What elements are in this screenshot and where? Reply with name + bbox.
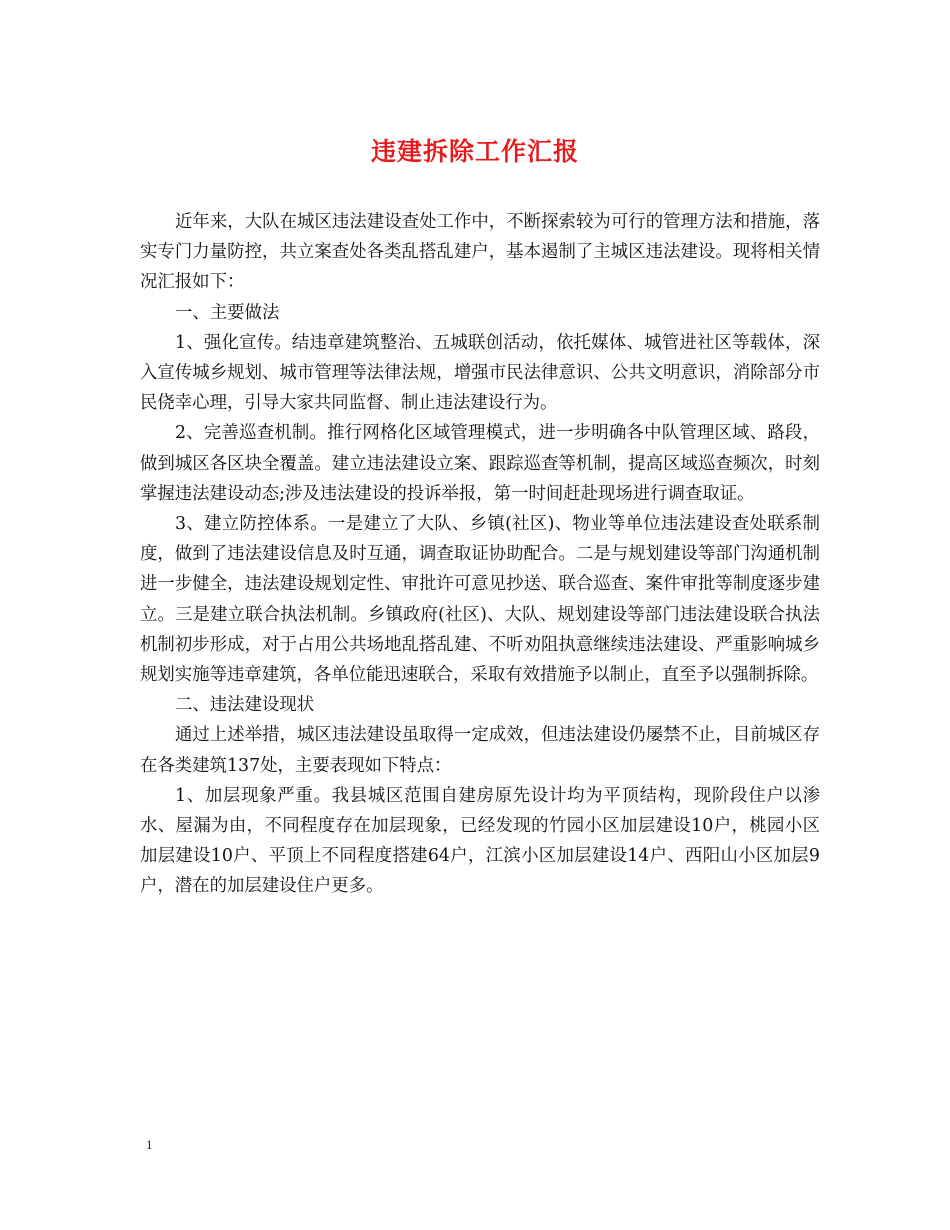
section-heading-main-methods: 一、主要做法 [175, 302, 280, 323]
intro-paragraph: 近年来，大队在城区违法建设查处工作中，不断探索较为可行的管理方法和措施，落实专门力量防控，共立案查处各类乱搭乱建户，基本遏制了主城区违法建设。现将相关情况汇报如下： [140, 212, 820, 293]
section-heading-current-status: 二、违法建设现状 [175, 695, 315, 716]
paragraph-patrol-mechanism: 2、完善巡查机制。推行网格化区域管理模式，进一步明确各中队管理区域、路段，做到城区各区块全覆盖。建立违法建设立案、跟踪巡查等机制，提高区域巡查频次，时刻掌握违法建设动态;涉及违法建设的投诉举报，第一时间赶赴现场进行调查取证。 [140, 423, 820, 504]
document-title: 违建拆除工作汇报 [370, 137, 579, 166]
paragraph-added-floors: 1、加层现象严重。我县城区范围自建房原先设计均为平顶结构，现阶段住户以渗水、屋漏为由，不同程度存在加层现象，已经发现的竹园小区加层建设10户，桃园小区加层建设10户、平顶上不同程度搭建64户，江滨小区加层建设14户、西阳山小区加层9户，潜在的加层建设住户更多。 [140, 785, 820, 897]
document-body [140, 207, 820, 902]
paragraph-prevention-system: 3、建立防控体系。一是建立了大队、乡镇(社区)、物业等单位违法建设查处联系制度，做到了违法建设信息及时互通，调查取证协助配合。二是与规划建设等部门沟通机制进一步健全，违法建设规划定性、审批许可意见抄送、联合巡查、案件审批等制度逐步建立。三是建立联合执法机制。乡镇政府(社区)、大队、规划建设等部门违法建设联合执法机制初步形成，对于占用公共场地乱搭乱建、不听劝阻执意继续违法建设、严重影响城乡规划实施等违章建筑，各单位能迅速联合，采取有效措施予以制止，直至予以强制拆除。 [140, 514, 820, 686]
paragraph-publicity: 1、强化宣传。结违章建筑整治、五城联创活动，依托媒体、城管进社区等载体，深入宣传城乡规划、城市管理等法律法规，增强市民法律意识、公共文明意识，消除部分市民侥幸心理，引导大家共同监督、制止违法建设行为。 [140, 332, 820, 414]
page-number: 1 [146, 1137, 153, 1152]
paragraph-status-summary: 通过上述举措，城区违法建设虽取得一定成效，但违法建设仍屡禁不止，目前城区存在各类建筑137处，主要表现如下特点： [140, 725, 820, 776]
